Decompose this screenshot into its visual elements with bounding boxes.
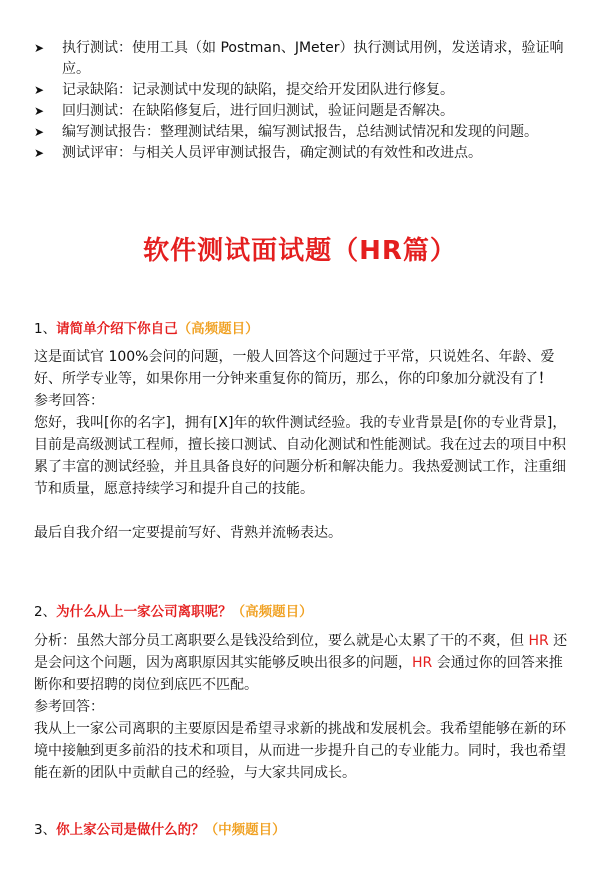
bullet-text: 记录缺陷：记录测试中发现的缺陷，提交给开发团队进行修复。 <box>62 82 454 98</box>
question-heading-1 <box>34 317 259 337</box>
list-item <box>34 101 574 122</box>
question-number: 2、 <box>34 604 57 620</box>
question-2-body <box>34 630 569 784</box>
analysis-text: 会通过你的回答来推断你和要招聘的岗位到底匹不匹配。 <box>34 655 563 693</box>
page-title: 软件测试面试题（HR篇） <box>143 236 457 266</box>
list-item <box>34 38 574 80</box>
question-number: 1、 <box>34 321 57 337</box>
reference-answer: 我从上一家公司离职的主要原因是希望寻求新的挑战和发展机会。我希望能够在新的环境中接触到更多前沿的技术和项目，从而进一步提升自己的专业能力。同时，我也希望能在新的团队中贡献自己的经验，与大家共同成长。 <box>34 721 566 781</box>
frequency-tag: （中频题目） <box>204 822 286 838</box>
analysis-text: 还是会问这个问题，因为离职原因其实能够反映出很多的问题， <box>34 633 568 671</box>
question-heading-2 <box>34 600 313 620</box>
question-text: 为什么从上一家公司离职呢？ <box>56 604 232 620</box>
hr-term: HR <box>528 633 549 649</box>
frequency-tag: （高频题目） <box>177 321 259 337</box>
list-item <box>34 80 574 101</box>
arrow-bullet-icon: ➤ <box>34 41 45 55</box>
arrow-bullet-icon: ➤ <box>34 146 45 160</box>
bullet-text: 执行测试：使用工具（如 Postman、JMeter）执行测试用例，发送请求，验证响应。 <box>62 40 564 77</box>
question-heading-3 <box>34 818 286 838</box>
arrow-bullet-icon: ➤ <box>34 83 45 97</box>
tip-text: 最后自我介绍一定要提前写好、背熟并流畅表达。 <box>34 525 342 541</box>
bullet-text: 回归测试：在缺陷修复后，进行回归测试，验证问题是否解决。 <box>62 103 454 119</box>
question-1-body <box>34 346 569 544</box>
intro-text: 这是面试官 100%会问的问题，一般人回答这个问题过于平常，只说姓名、年龄、爱好、所学专业等，如果你用一分钟来重复你的简历，那么，你的印象加分就没有了 <box>34 349 555 387</box>
reference-answer: 您好，我叫[你的名字]，拥有[X]年的软件测试经验。我的专业背景是[你的专业背景]，目前是高级测试工程师，擅长接口测试、自动化测试和性能测试。我在过去的项目中积累了丰富的测试经验，并且具备良好的问题分析和解决能力。我热爱测试工作，注重细节和质量，愿意持续学习和提升自己的技能。 <box>34 415 567 497</box>
intro-exclaim: ！ <box>538 371 552 387</box>
list-item <box>34 143 574 164</box>
question-number: 3、 <box>34 822 57 838</box>
analysis-text: 分析：虽然大部分员工离职要么是钱没给到位，要么就是心太累了干的不爽，但 <box>34 633 529 649</box>
bullet-list <box>34 38 574 164</box>
reference-label: 参考回答： <box>34 393 104 409</box>
question-text: 请简单介绍下你自己 <box>56 321 178 337</box>
hr-term: HR <box>412 655 433 671</box>
arrow-bullet-icon: ➤ <box>34 125 45 139</box>
list-item <box>34 122 574 143</box>
analysis-paragraph <box>34 630 569 696</box>
intro-paragraph <box>34 346 569 390</box>
reference-label: 参考回答： <box>34 699 104 715</box>
frequency-tag: （高频题目） <box>231 604 313 620</box>
bullet-text: 测试评审：与相关人员评审测试报告，确定测试的有效性和改进点。 <box>62 145 482 161</box>
bullet-text: 编写测试报告：整理测试结果，编写测试报告，总结测试情况和发现的问题。 <box>62 124 538 140</box>
question-text: 你上家公司是做什么的？ <box>56 822 205 838</box>
arrow-bullet-icon: ➤ <box>34 104 45 118</box>
